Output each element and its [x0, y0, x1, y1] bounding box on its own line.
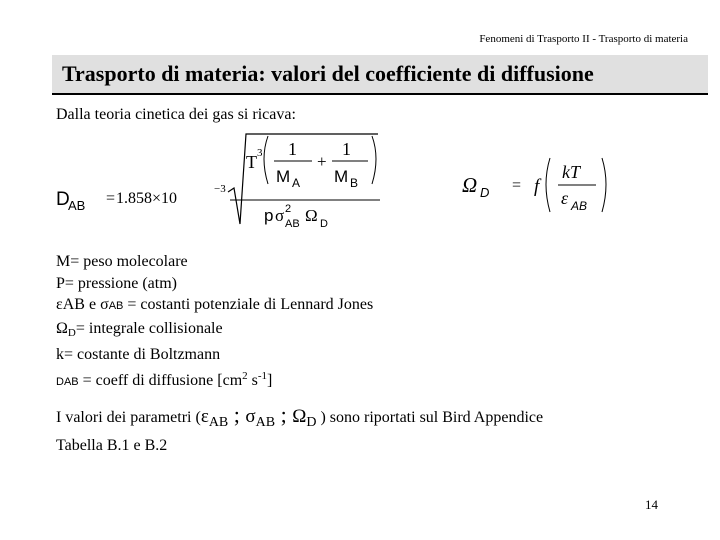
- formula-T-exp: 3: [257, 147, 263, 159]
- formula-den-sigma-exp: 2: [285, 203, 292, 215]
- formula-MB: M: [334, 167, 349, 186]
- paren2-right: [602, 158, 606, 212]
- formula-den-sigma-sub: AB: [285, 218, 300, 230]
- formula-den-omega: Ω: [305, 206, 318, 225]
- intro-text: Dalla teoria cinetica dei gas si ricava:: [56, 106, 296, 123]
- omega-symbol-def: Ω: [56, 319, 68, 337]
- sigma-symbol: σ: [100, 296, 109, 313]
- note-omega-sub: D: [306, 415, 317, 430]
- note-eps: ε: [200, 406, 209, 427]
- formula-plus: +: [317, 152, 327, 171]
- omega-sub-def: D: [67, 326, 76, 339]
- omega-sub: D: [480, 185, 490, 200]
- slide-title: Trasporto di materia: valori del coefficiente di diffusione: [62, 61, 594, 86]
- collision-integral-formula: [462, 150, 612, 220]
- eps-symbol: ε: [56, 296, 63, 313]
- formula-lhs: D: [56, 189, 70, 210]
- formula2-eps: ε: [561, 188, 569, 208]
- paren-left: [264, 136, 268, 184]
- formula2-equals: =: [512, 177, 522, 194]
- formula-MA: M: [276, 167, 291, 186]
- note-sigma: σ: [245, 406, 256, 427]
- def-P: P= pressione (atm): [56, 274, 177, 292]
- course-header: Fenomeni di Trasporto II - Trasporto di materia: [479, 33, 688, 45]
- definitions-list: [56, 251, 373, 393]
- def-eps-sigma: εAB e σAB = costanti potenziale di Lennard Jones: [56, 296, 374, 313]
- formula-one-a: 1: [288, 139, 297, 159]
- note-sigma-sub: AB: [255, 415, 276, 430]
- formula-T: T: [246, 152, 257, 172]
- def-omega: $\Omega_D=$ integrale collisionale: [56, 319, 223, 339]
- title-bar: [52, 55, 708, 95]
- formula-lhs-sub: AB: [68, 198, 86, 213]
- formula2-kT: kT: [562, 162, 580, 182]
- omega-symbol: Ω: [462, 173, 478, 197]
- formula-MB-sub: B: [350, 176, 359, 190]
- note-line-2: Tabella B.1 e B.2: [56, 437, 168, 454]
- formula-den-omega-sub: D: [320, 218, 328, 230]
- def-M: M= peso molecolare: [56, 253, 188, 270]
- eps-sub: AB: [62, 296, 85, 313]
- formula-den-sigma: σ: [275, 206, 285, 225]
- formula-den-p: p: [264, 206, 274, 225]
- paren2-left: [546, 158, 550, 212]
- paren-right: [372, 136, 376, 184]
- parameters-note: [56, 403, 543, 457]
- def-D: DAB = coeff di diffusione [$cm^2$ $s^{-1}$]: [56, 369, 273, 389]
- formula-coefficient: 1.858×10: [116, 190, 178, 207]
- note-eps-sub: AB: [208, 415, 229, 430]
- formula-exponent: −3: [214, 183, 226, 195]
- sigma-sub: AB: [108, 300, 124, 312]
- page-number: 14: [645, 497, 658, 512]
- diffusion-formula: [56, 130, 396, 232]
- formula2-eps-sub: AB: [571, 199, 588, 213]
- formula2-f: f: [534, 176, 540, 197]
- d-symbol: D: [56, 375, 64, 388]
- def-k: k= costante di Boltzmann: [56, 346, 221, 363]
- formula-one-b: 1: [342, 139, 351, 159]
- formula-MA-sub: A: [292, 176, 301, 190]
- note-omega: Ω: [292, 406, 307, 427]
- d-sub: AB: [63, 375, 79, 388]
- note-line-1: I valori dei parametri (εAB ; σAB ; ΩD ) sono riportati sul Bird Appendice: [56, 402, 544, 430]
- formula-equals: =: [106, 190, 116, 207]
